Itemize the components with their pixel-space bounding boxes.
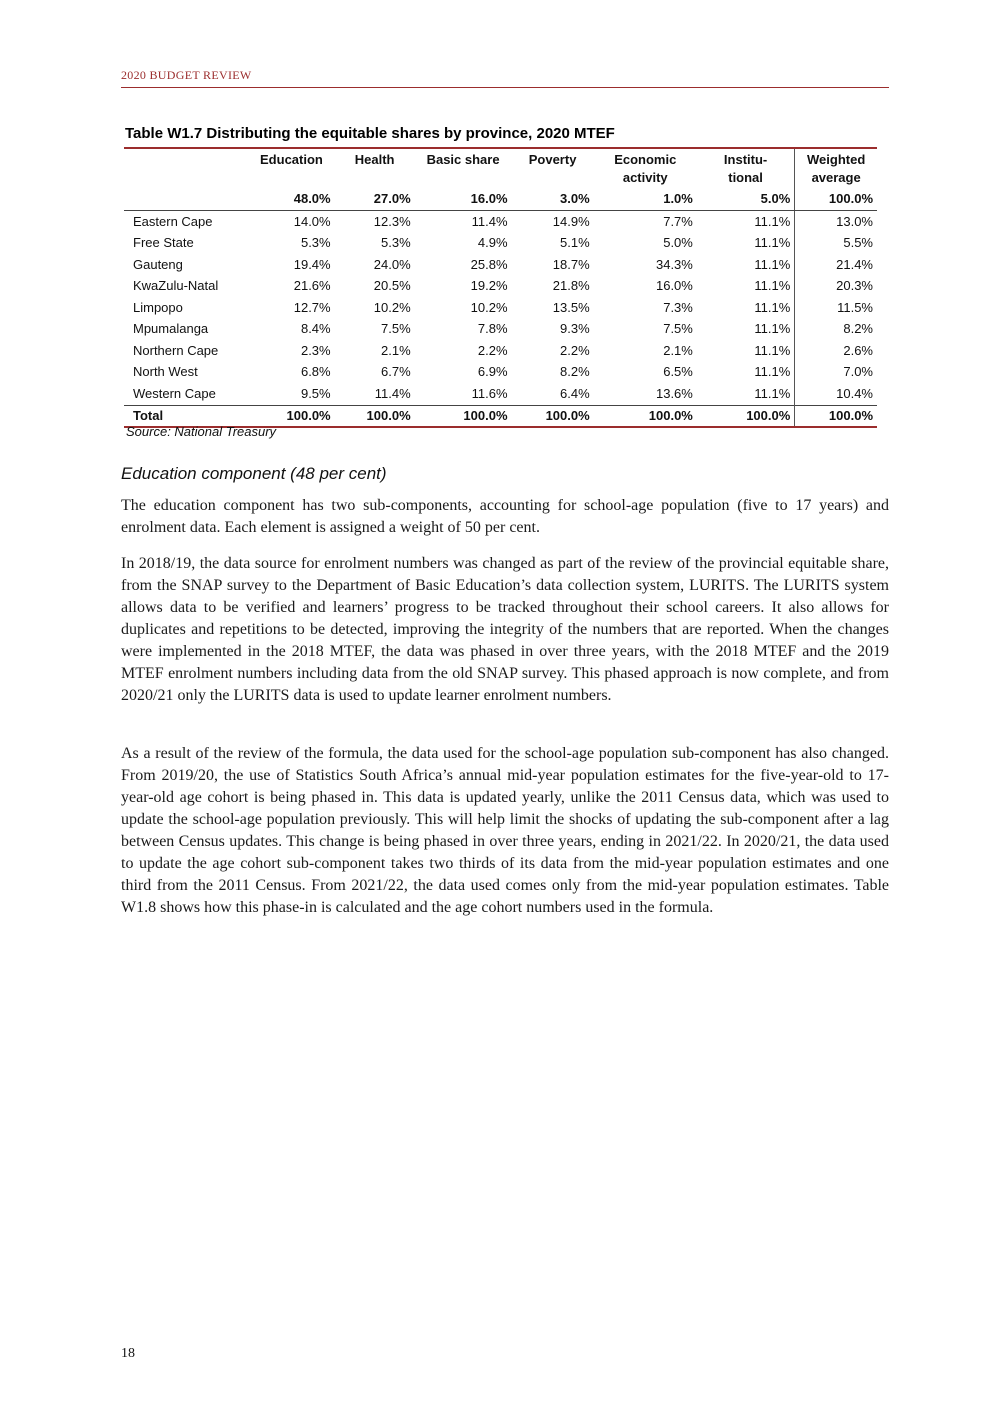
share-cell: 12.7% [293,299,331,315]
share-cell: 11.1% [754,385,791,401]
share-cell: 8.2% [795,319,877,341]
col-header-institutional: Institu- tional [697,148,795,187]
share-cell: 2.1% [381,342,411,358]
share-cell: 11.1% [754,256,791,272]
body-paragraph: As a result of the review of the formula, the data used for the school-age population sub-component has also changed. From 2019/20, the use of Statistics South Africa’s annual mid-year population estimates for the five-year-old to 17-year-old age cohort is being phased in. This data is updated yearly, unlike the 2011 Census data, which was used to update the school-age population previously. This will help limit the shocks of updating the sub-component after a lag between Census updates. This change is being phased in over three years, ending in 2021/22. In 2020/21, the data used to update the age cohort sub-component takes two thirds of its data from the mid-year population estimates and one third from the 2011 Census. From 2021/22, the data used comes only from the mid-year population estimates. Table W1.8 shows how this phase-in is calculated and the age cohort numbers used in the formula. [121,745,889,916]
column-header-row [124,148,877,187]
share-cell: 6.5% [663,364,693,380]
weight-cell: 16.0% [415,187,512,211]
share-cell: 11.5% [795,297,877,319]
page-number: 18 [121,1346,135,1361]
table-row [124,276,877,298]
body-paragraph: In 2018/19, the data source for enrolment numbers was changed as part of the review of the provincial equitable share, from the SNAP survey to the Department of Basic Education’s data collection system, LURITS. The LURITS system allows data to be verified and learners’ progress to be tracked throughout their school careers. It also allows for duplicates and repetitions to be detected, improving the integrity of the numbers that are reported. When the changes were implemented in the 2018 MTEF, the data was phased in over three years, with the 2018 MTEF and the 2019 MTEF enrolment numbers including data from the old SNAP survey. This phased approach is now complete, and from 2020/21 only the LURITS data is used to update learner enrolment numbers. [121,555,889,704]
total-cell: 100.0% [594,405,697,427]
share-cell: 8.2% [560,364,590,380]
share-cell: 24.0% [373,256,411,272]
col-header-basic-share: Basic share [415,148,512,187]
share-cell: 7.5% [663,321,693,337]
share-cell: 11.1% [754,235,791,251]
province-rows [124,211,877,406]
share-cell: 9.3% [560,321,590,337]
col-header-education: Education [248,148,334,187]
share-cell: 13.5% [552,299,590,315]
total-cell: 100.0% [512,405,594,427]
share-cell: 34.3% [655,256,693,272]
share-cell: 2.2% [560,342,590,358]
table-row [124,233,877,255]
share-cell: 20.5% [373,278,411,294]
col-header-weighted-average: Weighted average [795,148,877,187]
weight-cell: 3.0% [512,187,594,211]
share-cell: 11.1% [754,278,791,294]
total-cell: 100.0% [795,405,877,427]
share-cell: 11.1% [754,213,791,229]
share-cell: 11.6% [471,385,508,401]
share-cell: 18.7% [552,256,590,272]
share-cell: 19.4% [293,256,331,272]
share-cell: 4.9% [477,235,508,251]
province-label: KwaZulu-Natal [133,278,219,294]
share-cell: 11.1% [754,321,791,337]
running-header: 2020 BUDGET REVIEW [121,68,252,82]
total-cell: 100.0% [415,405,512,427]
col-header-economic-activity: Economic activity [594,148,697,187]
share-cell: 16.0% [655,278,693,294]
table-row [124,362,877,384]
share-cell: 7.0% [795,362,877,384]
share-cell: 13.0% [795,211,877,233]
weight-cell: 5.0% [697,187,795,211]
share-cell: 10.4% [795,383,877,405]
share-cell: 11.1% [754,364,791,380]
share-cell: 5.1% [560,235,590,251]
section-heading: Education component (48 per cent) [121,464,387,483]
weight-cell: 100.0% [795,187,877,211]
share-cell: 21.4% [795,254,877,276]
table-row [124,254,877,276]
body-paragraph: The education component has two sub-components, accounting for school-age population (five to 17 years) and enrolment data. Each element is assigned a weight of 50 per cent. [121,497,889,536]
total-cell: 100.0% [248,405,334,427]
share-cell: 2.1% [663,342,693,358]
share-cell: 19.2% [470,278,508,294]
share-cell: 25.8% [470,256,508,272]
share-cell: 20.3% [795,276,877,298]
table-row [124,211,877,233]
share-cell: 10.2% [470,299,508,315]
share-cell: 2.2% [477,342,508,358]
table-row [124,319,877,341]
header-rule [121,87,889,88]
share-cell: 9.5% [300,385,331,401]
province-label: Western Cape [133,385,216,401]
share-cell: 2.3% [300,342,331,358]
share-cell: 7.7% [663,213,693,229]
share-cell: 6.9% [477,364,508,380]
share-cell: 5.0% [663,235,693,251]
province-label: Free State [133,235,194,251]
table-row [124,383,877,405]
share-cell: 10.2% [373,299,411,315]
province-label: Limpopo [133,299,183,315]
table-row [124,297,877,319]
share-cell: 21.6% [293,278,331,294]
province-label: Eastern Cape [133,213,213,229]
equitable-shares-table-container [124,147,877,428]
share-cell: 8.4% [300,321,331,337]
table-title: Table W1.7 Distributing the equitable shares by province, 2020 MTEF [125,125,615,142]
share-cell: 6.8% [300,364,331,380]
share-cell: 7.8% [477,321,508,337]
share-cell: 14.9% [552,213,590,229]
province-label: Gauteng [133,256,183,272]
share-cell: 12.3% [373,213,411,229]
province-label: Northern Cape [133,342,219,358]
col-header-health: Health [335,148,415,187]
share-cell: 21.8% [552,278,590,294]
total-cell: 100.0% [335,405,415,427]
share-cell: 7.3% [663,299,693,315]
equitable-shares-table [124,147,877,428]
share-cell: 7.5% [381,321,411,337]
col-header-poverty: Poverty [512,148,594,187]
share-cell: 11.4% [374,385,411,401]
share-cell: 6.7% [381,364,411,380]
province-label: Mpumalanga [133,321,209,337]
share-cell: 5.3% [381,235,411,251]
total-label: Total [124,405,248,427]
share-cell: 11.1% [754,299,791,315]
weights-row [124,187,877,211]
stub-header [124,148,248,187]
province-label: North West [133,364,198,380]
share-cell: 13.6% [655,385,693,401]
share-cell: 5.3% [300,235,331,251]
weight-cell: 27.0% [335,187,415,211]
share-cell: 11.4% [471,213,508,229]
share-cell: 5.5% [795,233,877,255]
table-row [124,340,877,362]
weight-cell: 1.0% [594,187,697,211]
weight-cell: 48.0% [248,187,334,211]
share-cell: 2.6% [795,340,877,362]
total-cell: 100.0% [697,405,795,427]
table-source-note: Source: National Treasury [126,424,277,439]
share-cell: 14.0% [293,213,331,229]
share-cell: 6.4% [560,385,590,401]
share-cell: 11.1% [754,342,791,358]
